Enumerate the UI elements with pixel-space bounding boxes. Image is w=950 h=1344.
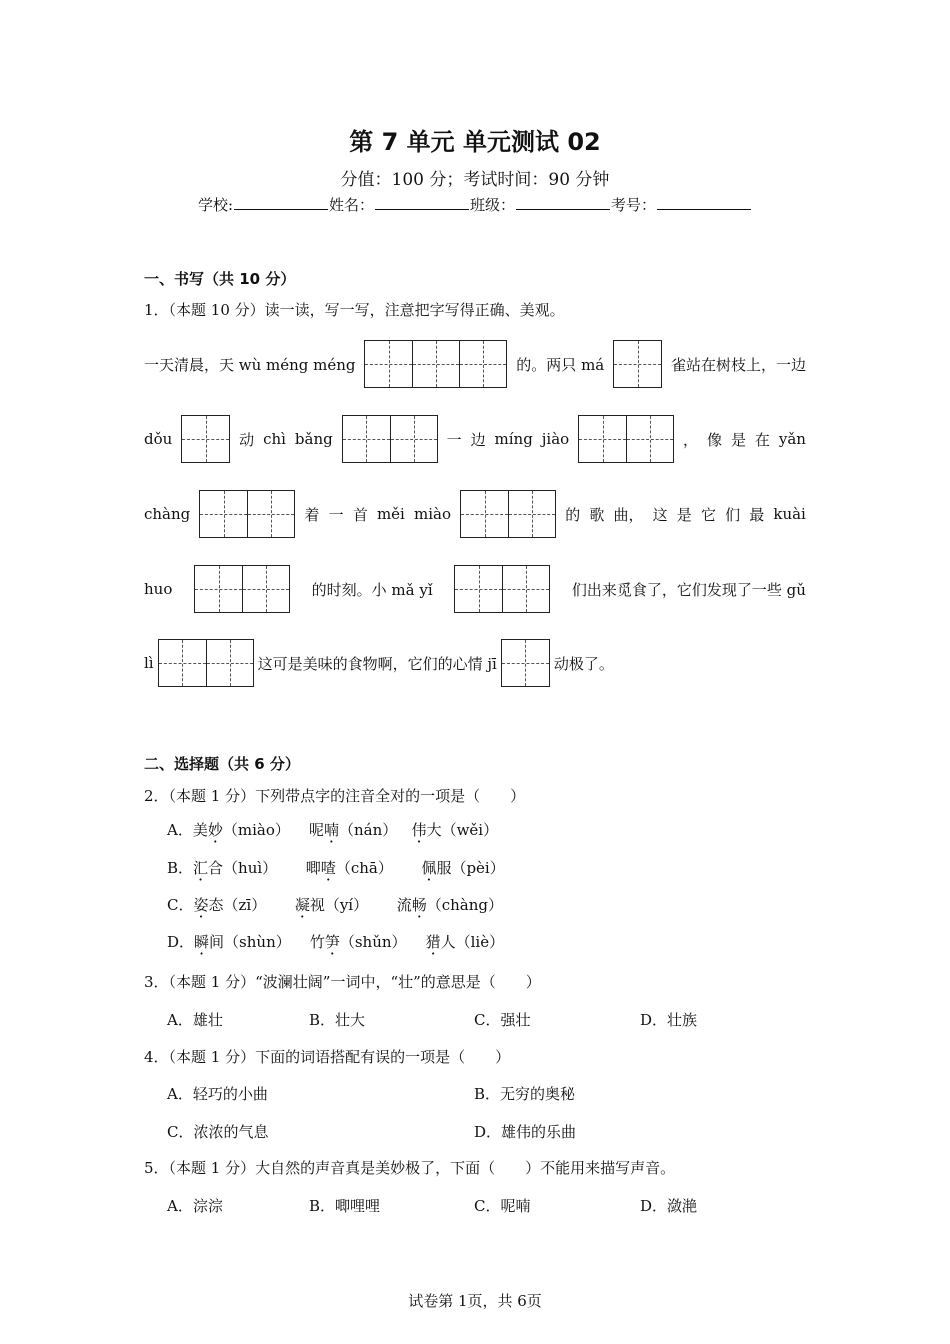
name-label: 姓名： [329,196,375,214]
writing-grid[interactable] [364,340,507,388]
text: 服（pèi） [436,859,505,877]
writing-line-2 [144,415,806,463]
q2-option-c[interactable] [167,894,503,915]
text: A．美 [167,821,208,839]
text: míng [494,430,533,448]
text: yǎn [778,430,806,448]
text: 一 [328,505,344,524]
question-1: 1．（本题 10 分）读一读，写一写，注意把字写得正确、美观。 [144,301,565,319]
text: 一天清晨，天 wù méng méng [144,355,356,374]
q2-option-b[interactable] [167,857,505,878]
text: huo [144,580,173,598]
writing-grid[interactable] [501,639,550,687]
dotted-char: 瞬 [194,933,210,951]
text: 唧 [305,859,321,877]
q5-option-a[interactable]: A．淙淙 [167,1197,223,1215]
dotted-char: 伟 [411,821,427,839]
text: （chàng） [426,896,504,914]
text: 边 [470,430,486,449]
text: 视（yí） [309,896,369,914]
text: 们出来觅食了，它们发现了一些 gǔ [571,580,806,599]
text: bǎng [294,430,333,448]
writing-grid[interactable] [194,565,290,613]
text: 像 [707,430,723,449]
page-footer: 试卷第 1页，共 6页 [408,1292,542,1310]
q5-option-c[interactable]: C．呢喃 [474,1197,531,1215]
text: miào [413,505,451,523]
q4-option-c[interactable]: C．浓浓的气息 [167,1123,269,1141]
text: 人（liè） [440,933,505,951]
writing-grid[interactable] [578,415,674,463]
q3-option-b[interactable]: B．壮大 [309,1011,366,1029]
q4-option-d[interactable]: D．雄伟的乐曲 [474,1123,577,1141]
q3-option-a[interactable]: A．雄壮 [167,1011,223,1029]
text: 曲， [613,505,644,524]
q4-option-b[interactable]: B．无穷的奥秘 [474,1085,576,1103]
writing-grid[interactable] [460,490,556,538]
text: （shǔn） [339,933,407,951]
student-info-line [0,194,950,215]
text: 一 [446,430,462,449]
page-title: 第 7 单元 单元测试 02 [349,128,601,156]
q5-option-b[interactable]: B．唧哩哩 [309,1197,381,1215]
text: 间（shùn） [209,933,291,951]
text: chàng [144,505,191,523]
dotted-char: 畅 [411,896,427,914]
text: 最 [749,505,765,524]
q4-option-a[interactable]: A．轻巧的小曲 [167,1085,268,1103]
text: 首 [352,505,368,524]
text: dǒu [144,430,173,448]
school-label: 学校: [197,196,233,214]
text: 大（wěi） [426,821,499,839]
writing-grid[interactable] [199,490,295,538]
id-blank[interactable] [657,195,751,210]
text: 歌 [589,505,605,524]
exam-info: 分值：100 分；考试时间：90 分钟 [340,170,610,190]
dotted-char: 凝 [294,896,310,914]
q3-option-d[interactable]: D．壮族 [640,1011,698,1029]
writing-grid[interactable] [454,565,550,613]
text: 这 [652,505,668,524]
writing-line-3 [144,490,806,538]
text: 的。两只 má [516,355,605,374]
name-blank[interactable] [375,195,469,210]
text: 它 [700,505,716,524]
dotted-char: 汇 [193,859,209,877]
text: kuài [773,505,806,523]
text: 动极了。 [553,654,614,673]
question-5: 5．（本题 1 分）大自然的声音真是美妙极了，下面（ ）不能用来描写声音。 [144,1159,676,1177]
text: B． [167,859,194,877]
text: 呢 [308,821,324,839]
text: 是 [730,430,746,449]
text: 态（zī） [208,896,267,914]
text: 着 [304,505,320,524]
text: 的时刻。小 mǎ yǐ [311,580,433,599]
text: （chā） [335,859,393,877]
class-blank[interactable] [516,195,610,210]
dotted-char: 喳 [320,859,336,877]
text: chì [263,430,286,448]
writing-grid[interactable] [613,340,662,388]
section-2-heading: 二、选择题（共 6 分） [144,755,300,773]
writing-grid[interactable] [181,415,230,463]
text: ， [683,430,699,449]
question-4: 4．（本题 1 分）下面的词语搭配有误的一项是（ ） [144,1048,511,1066]
dotted-char: 姿 [193,896,209,914]
writing-grid[interactable] [158,639,254,687]
q3-option-c[interactable]: C．强壮 [474,1011,531,1029]
writing-grid[interactable] [342,415,438,463]
q5-option-d[interactable]: D．潋滟 [640,1197,698,1215]
text: 们 [725,505,741,524]
dotted-char: 妙 [207,821,223,839]
text: měi [376,505,405,523]
dotted-char: 笋 [324,933,340,951]
text: （nán） [338,821,398,839]
text: lì [144,654,154,672]
text: 合（huì） [208,859,278,877]
id-label: 考号： [611,196,657,214]
text: 在 [754,430,770,449]
section-1-heading: 一、书写（共 10 分） [144,270,296,288]
dotted-char: 猎 [425,933,441,951]
text: 这可是美味的食物啊，它们的心情 jī [257,654,497,673]
text: 的 [565,505,581,524]
q2-option-a[interactable] [167,819,498,840]
text: （miào） [222,821,290,839]
text: 流 [396,896,412,914]
text: 是 [676,505,692,524]
text: 动 [239,430,255,449]
text: 雀站在树枝上，一边 [670,355,806,374]
text: D． [167,933,195,951]
text: jiào [541,430,570,448]
writing-line-1 [144,340,806,388]
dotted-char: 喃 [323,821,339,839]
school-blank[interactable] [234,195,328,210]
question-3: 3．（本题 1 分）“波澜壮阔”一词中，“壮”的意思是（ ） [144,973,541,991]
dotted-char: 佩 [421,859,437,877]
writing-line-5 [144,639,806,687]
q2-option-d[interactable] [167,931,504,952]
writing-line-4 [144,565,806,613]
text: 竹 [309,933,325,951]
text: C． [167,896,194,914]
class-label: 班级： [470,196,516,214]
question-2: 2．（本题 1 分）下列带点字的注音全对的一项是（ ） [144,787,526,805]
